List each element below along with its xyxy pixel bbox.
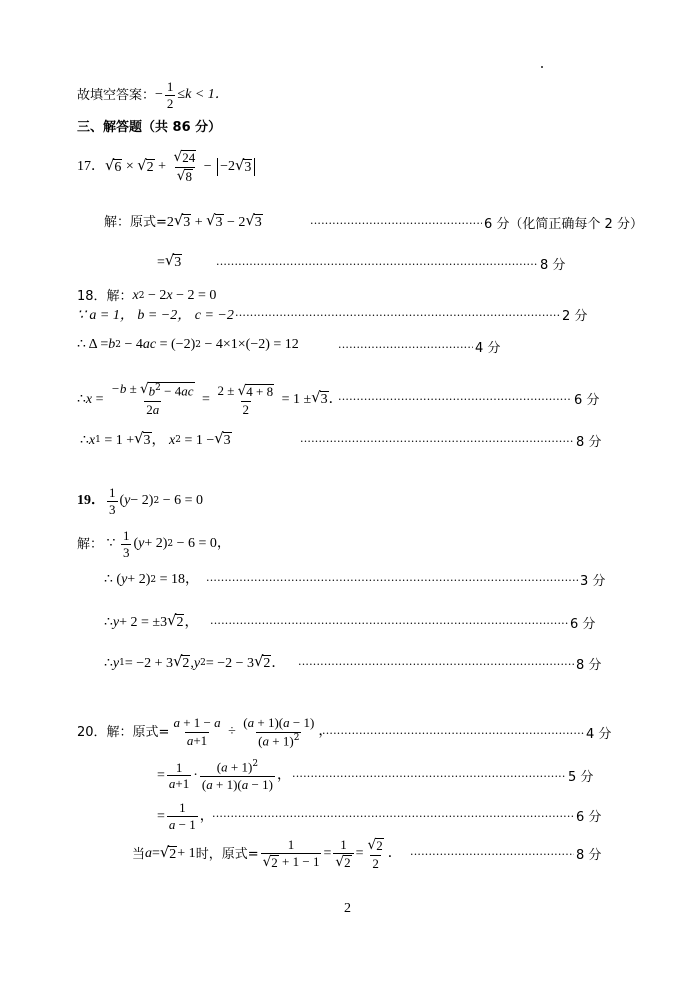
- intro-prefix: 故填空答案：: [77, 87, 156, 103]
- q20-line2-leader: [292, 771, 566, 782]
- q19-line2-leader: [210, 618, 568, 629]
- q19-number: 19．: [77, 493, 105, 509]
- q19-equation: 19． $\frac{1}{3}$ ( y − 2) 2 − 6 = 0: [77, 485, 203, 517]
- q17-step2-score: 8 分: [540, 258, 566, 273]
- q18-equation: 18．解： x 2 − 2 x − 2 = 0: [77, 288, 217, 304]
- intro-inequality: ≤k < 1．: [177, 87, 229, 103]
- q17-step2: = √ 3: [157, 252, 182, 270]
- q18-line2-score: 4 分: [475, 341, 501, 356]
- q18-line2-leader: [338, 342, 473, 353]
- q19-line3-score: 8 分: [576, 658, 602, 673]
- page-number: 2: [344, 901, 351, 916]
- q19-line1-leader: [206, 575, 578, 586]
- q17-step1: 解：原式= 2 √ 3 + √ 3 − 2 √ 3: [104, 212, 262, 231]
- q17-step1-label: 解：原式=: [104, 215, 167, 231]
- q18-head: 18．解：: [77, 288, 133, 304]
- intro-answer-line: 故填空答案： − $\frac{1}{2}$ ≤k < 1．: [77, 79, 229, 111]
- q18-line3: ∴ x = −b ± √ $b^2 - 4ac$ 2a = 2 ± √ 4 + 8 2 = 1 ± √ 3 ．: [77, 381, 343, 418]
- q20-line2: = $\frac{1}{a+1}$ · $\frac{(a + 1)^2}{(a + 1)(a - 1)}$ ，: [157, 759, 291, 792]
- q17-number: 17．: [77, 159, 105, 175]
- q20-line2-score: 5 分: [568, 770, 594, 785]
- q19-line1: ∴ ( y + 2) 2 = 18，: [104, 572, 199, 587]
- q19-line2-score: 6 分: [570, 617, 596, 632]
- q19-line1-score: 3 分: [580, 574, 606, 589]
- scan-speck: [541, 66, 543, 68]
- q18-line4-leader: [300, 436, 574, 447]
- q18-line3-score: 6 分: [574, 393, 600, 408]
- q19-line3: ∴ y 1 = −2 + 3 √ 2 , y 2 = −2 − 3 √ 2 ．: [104, 653, 286, 671]
- q18-line1: ∵ a = 1， b = −2， c = −2: [77, 308, 234, 323]
- q20-line4: 当 a = √ 2 + 1 时，原式= 1 √ 2 + 1 − 1 = 1 √ 2 = √ 2 2 ．: [132, 837, 402, 871]
- q20-line3-leader: [212, 811, 574, 822]
- q20-line1-score: 4 分: [586, 727, 612, 742]
- q18-line1-score: 2 分: [562, 309, 588, 324]
- q18-line3-leader: [338, 394, 572, 405]
- q20-cond-prefix: 当: [132, 846, 146, 862]
- q20-cond-mid: 时，原式=: [195, 846, 259, 862]
- q19-head: 解：: [77, 536, 104, 552]
- q17-expression: 17． √ 6 × √ 2 + √ 24 √ 8 − −2 √ 3: [77, 150, 257, 185]
- section-title: 三、解答题（共 86 分）: [77, 120, 222, 135]
- q18-line2: ∴ Δ = b 2 − 4 ac = (−2) 2 − 4×1×(−2) = 12: [77, 337, 299, 352]
- fraction-one-half: $\frac{1}{2}$: [166, 79, 174, 111]
- quadratic-formula: −b ± √ $b^2 - 4ac$ 2a: [111, 381, 194, 418]
- q20-line3-score: 6 分: [576, 810, 602, 825]
- q18-line1-leader: [235, 310, 560, 321]
- q20-line3: = $\frac{1}{a - 1}$ ，: [157, 800, 214, 832]
- q20-head: 20．解：原式=: [77, 724, 170, 740]
- q18-line4: ∴ x 1 = 1 + √ 3 ， x 2 = 1 − √ 3: [80, 430, 231, 448]
- q20-line1: 20．解：原式= $\frac{a + 1 - a}{a+1}$ ÷ $\frac{(a + 1)(a - 1)}{(a + 1)^2}$ ，: [77, 715, 333, 748]
- q20-line4-leader: [410, 849, 574, 860]
- q20-line1-leader: [322, 728, 584, 739]
- q19-line2: ∴ y + 2 = ±3 √ 2 ，: [104, 612, 199, 630]
- formula-substituted: 2 ± √ 4 + 8 2: [217, 382, 274, 417]
- q17-step1-score: 6 分（化简正确每个 2 分）: [484, 217, 643, 232]
- q19-line3-leader: [298, 659, 574, 670]
- q17-step2-leader: [216, 259, 538, 270]
- q18-line4-score: 8 分: [576, 435, 602, 450]
- q19-line0: 解： ∵ $\frac{1}{3}$ ( y + 2) 2 − 6 = 0，: [77, 528, 231, 560]
- q17-step1-leader: [310, 218, 482, 229]
- q20-line4-score: 8 分: [576, 848, 602, 863]
- fraction-sqrt24-over-sqrt8: √ 24 √ 8: [173, 149, 196, 184]
